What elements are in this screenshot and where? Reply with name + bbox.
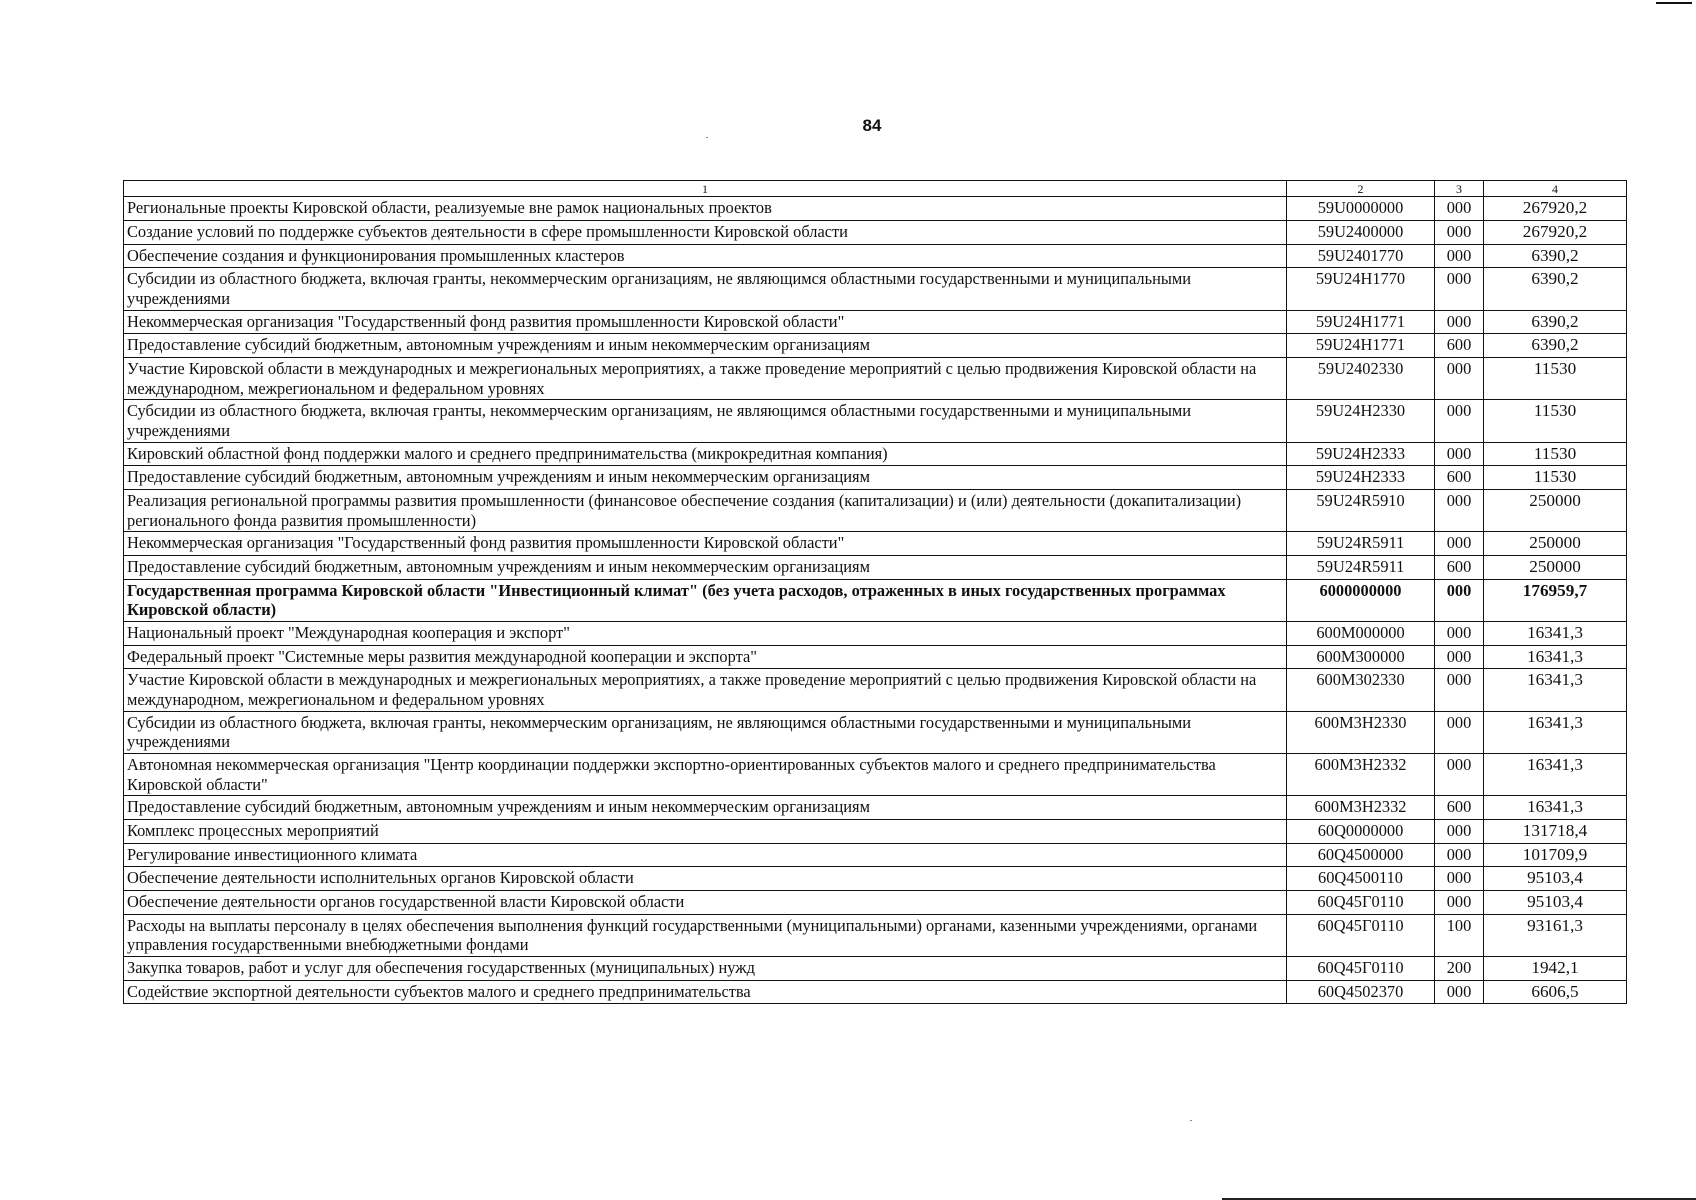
row-code-cell: 60Q45Г0110 [1287, 957, 1435, 981]
row-code-cell: 59U24H2333 [1287, 442, 1435, 466]
row-expense-type-cell: 000 [1435, 400, 1484, 442]
table-row [124, 867, 1627, 891]
row-expense-type-cell: 600 [1435, 466, 1484, 490]
row-amount-cell: 16341,3 [1484, 622, 1627, 646]
row-code-cell: 59U24H2333 [1287, 466, 1435, 490]
row-name-cell: Региональные проекты Кировской области, реализуемые вне рамок национальных проектов [124, 197, 1287, 221]
row-code-cell: 59U24R5911 [1287, 532, 1435, 556]
row-amount-cell: 131718,4 [1484, 820, 1627, 844]
page-number: 84 [862, 116, 882, 135]
row-code-cell: 6000000000 [1287, 579, 1435, 621]
table-row [124, 197, 1627, 221]
row-amount-cell: 16341,3 [1484, 645, 1627, 669]
row-code-cell: 60Q45Г0110 [1287, 891, 1435, 915]
row-name-cell: Участие Кировской области в международных и межрегиональных мероприятиях, а также проведение мероприятий с целью продвижения Кировской области на международном, межрегиональном и федеральном уровнях [124, 669, 1287, 711]
scan-speck [1190, 1120, 1192, 1121]
row-name-cell: Государственная программа Кировской области "Инвестиционный климат" (без учета расходов, отраженных в иных государственных программах Кировской области) [124, 579, 1287, 621]
table-row [124, 466, 1627, 490]
table-row [124, 796, 1627, 820]
row-expense-type-cell: 600 [1435, 796, 1484, 820]
table-row [124, 645, 1627, 669]
row-amount-cell: 6390,2 [1484, 268, 1627, 310]
row-amount-cell: 95103,4 [1484, 867, 1627, 891]
row-expense-type-cell: 000 [1435, 867, 1484, 891]
row-code-cell: 600M302330 [1287, 669, 1435, 711]
row-expense-type-cell: 000 [1435, 669, 1484, 711]
row-expense-type-cell: 000 [1435, 310, 1484, 334]
row-code-cell: 59U2401770 [1287, 244, 1435, 268]
table-row [124, 980, 1627, 1004]
header-col-4: 4 [1484, 181, 1627, 197]
table-header [124, 181, 1627, 197]
row-amount-cell: 6390,2 [1484, 310, 1627, 334]
row-amount-cell: 250000 [1484, 532, 1627, 556]
table-row [124, 754, 1627, 796]
table-row [124, 914, 1627, 956]
row-expense-type-cell: 000 [1435, 268, 1484, 310]
row-amount-cell: 16341,3 [1484, 796, 1627, 820]
row-expense-type-cell: 600 [1435, 334, 1484, 358]
row-expense-type-cell: 000 [1435, 197, 1484, 221]
row-code-cell: 600M3H2332 [1287, 754, 1435, 796]
row-amount-cell: 250000 [1484, 556, 1627, 580]
table-row [124, 622, 1627, 646]
row-expense-type-cell: 000 [1435, 645, 1484, 669]
header-row [124, 181, 1627, 197]
row-amount-cell: 6606,5 [1484, 980, 1627, 1004]
row-expense-type-cell: 000 [1435, 980, 1484, 1004]
row-expense-type-cell: 000 [1435, 221, 1484, 245]
table-row [124, 579, 1627, 621]
row-name-cell: Реализация региональной программы развития промышленности (финансовое обеспечение создания (капитализации) и (или) деятельности (докапитализации) регионального фонда развития промышленности) [124, 490, 1287, 532]
row-amount-cell: 16341,3 [1484, 669, 1627, 711]
row-expense-type-cell: 000 [1435, 442, 1484, 466]
table-row [124, 711, 1627, 753]
row-amount-cell: 176959,7 [1484, 579, 1627, 621]
budget-table [123, 180, 1627, 1004]
header-col-2: 2 [1287, 181, 1435, 197]
row-code-cell: 59U0000000 [1287, 197, 1435, 221]
row-name-cell: Предоставление субсидий бюджетным, автономным учреждениям и иным некоммерческим организациям [124, 334, 1287, 358]
row-amount-cell: 1942,1 [1484, 957, 1627, 981]
row-expense-type-cell: 000 [1435, 891, 1484, 915]
row-code-cell: 60Q4500000 [1287, 843, 1435, 867]
table-row [124, 843, 1627, 867]
row-amount-cell: 11530 [1484, 357, 1627, 399]
row-code-cell: 59U24H2330 [1287, 400, 1435, 442]
row-amount-cell: 93161,3 [1484, 914, 1627, 956]
row-amount-cell: 11530 [1484, 400, 1627, 442]
row-name-cell: Федеральный проект "Системные меры развития международной кооперации и экспорта" [124, 645, 1287, 669]
row-amount-cell: 95103,4 [1484, 891, 1627, 915]
row-expense-type-cell: 100 [1435, 914, 1484, 956]
row-name-cell: Некоммерческая организация "Государственный фонд развития промышленности Кировской области" [124, 310, 1287, 334]
row-code-cell: 60Q0000000 [1287, 820, 1435, 844]
table-row [124, 532, 1627, 556]
table-row [124, 268, 1627, 310]
row-name-cell: Участие Кировской области в международных и межрегиональных мероприятиях, а также проведение мероприятий с целью продвижения Кировской области на международном, межрегиональном и федеральном уровнях [124, 357, 1287, 399]
row-expense-type-cell: 000 [1435, 579, 1484, 621]
table-body [124, 197, 1627, 1004]
row-expense-type-cell: 000 [1435, 622, 1484, 646]
row-name-cell: Расходы на выплаты персоналу в целях обеспечения выполнения функций государственными (муниципальными) органами, казенными учреждениями, органами управления государственными внебюджетными фондами [124, 914, 1287, 956]
row-name-cell: Регулирование инвестиционного климата [124, 843, 1287, 867]
row-code-cell: 600M3H2330 [1287, 711, 1435, 753]
row-code-cell: 59U24H1770 [1287, 268, 1435, 310]
table-row [124, 334, 1627, 358]
table-row [124, 957, 1627, 981]
header-col-1: 1 [124, 181, 1287, 197]
row-name-cell: Предоставление субсидий бюджетным, автономным учреждениям и иным некоммерческим организациям [124, 466, 1287, 490]
table-row [124, 490, 1627, 532]
row-amount-cell: 11530 [1484, 466, 1627, 490]
row-code-cell: 60Q45Г0110 [1287, 914, 1435, 956]
row-code-cell: 59U24R5910 [1287, 490, 1435, 532]
row-amount-cell: 267920,2 [1484, 221, 1627, 245]
row-name-cell: Субсидии из областного бюджета, включая гранты, некоммерческим организациям, не являющимся областными государственными и муниципальными учреждениями [124, 711, 1287, 753]
scan-corner-mark [1656, 2, 1692, 4]
row-amount-cell: 267920,2 [1484, 197, 1627, 221]
row-expense-type-cell: 000 [1435, 490, 1484, 532]
row-expense-type-cell: 000 [1435, 754, 1484, 796]
row-name-cell: Обеспечение деятельности органов государственной власти Кировской области [124, 891, 1287, 915]
row-amount-cell: 16341,3 [1484, 754, 1627, 796]
row-expense-type-cell: 600 [1435, 556, 1484, 580]
row-expense-type-cell: 000 [1435, 357, 1484, 399]
table-row [124, 244, 1627, 268]
row-expense-type-cell: 000 [1435, 532, 1484, 556]
table-row [124, 820, 1627, 844]
header-col-3: 3 [1435, 181, 1484, 197]
row-name-cell: Субсидии из областного бюджета, включая гранты, некоммерческим организациям, не являющимся областными государственными и муниципальными учреждениями [124, 268, 1287, 310]
table-row [124, 310, 1627, 334]
row-name-cell: Предоставление субсидий бюджетным, автономным учреждениям и иным некоммерческим организациям [124, 796, 1287, 820]
row-code-cell: 59U2402330 [1287, 357, 1435, 399]
row-code-cell: 59U24R5911 [1287, 556, 1435, 580]
row-code-cell: 60Q4502370 [1287, 980, 1435, 1004]
row-name-cell: Некоммерческая организация "Государственный фонд развития промышленности Кировской области" [124, 532, 1287, 556]
row-expense-type-cell: 000 [1435, 244, 1484, 268]
row-amount-cell: 16341,3 [1484, 711, 1627, 753]
row-name-cell: Создание условий по поддержке субъектов деятельности в сфере промышленности Кировской области [124, 221, 1287, 245]
row-name-cell: Обеспечение деятельности исполнительных органов Кировской области [124, 867, 1287, 891]
table-row [124, 669, 1627, 711]
row-code-cell: 59U24H1771 [1287, 334, 1435, 358]
row-amount-cell: 6390,2 [1484, 334, 1627, 358]
row-amount-cell: 11530 [1484, 442, 1627, 466]
table-row [124, 556, 1627, 580]
row-expense-type-cell: 000 [1435, 711, 1484, 753]
scan-speck [706, 137, 708, 138]
table-row [124, 891, 1627, 915]
row-expense-type-cell: 000 [1435, 843, 1484, 867]
row-name-cell: Кировский областной фонд поддержки малого и среднего предпринимательства (микрокредитная компания) [124, 442, 1287, 466]
row-name-cell: Содействие экспортной деятельности субъектов малого и среднего предпринимательства [124, 980, 1287, 1004]
row-name-cell: Субсидии из областного бюджета, включая гранты, некоммерческим организациям, не являющимся областными государственными и муниципальными учреждениями [124, 400, 1287, 442]
row-expense-type-cell: 200 [1435, 957, 1484, 981]
row-code-cell: 59U24H1771 [1287, 310, 1435, 334]
table-row [124, 357, 1627, 399]
row-code-cell: 59U2400000 [1287, 221, 1435, 245]
table-row [124, 442, 1627, 466]
row-name-cell: Предоставление субсидий бюджетным, автономным учреждениям и иным некоммерческим организациям [124, 556, 1287, 580]
table-row [124, 221, 1627, 245]
row-code-cell: 600M000000 [1287, 622, 1435, 646]
row-name-cell: Закупка товаров, работ и услуг для обеспечения государственных (муниципальных) нужд [124, 957, 1287, 981]
row-name-cell: Национальный проект "Международная кооперация и экспорт" [124, 622, 1287, 646]
row-code-cell: 600M300000 [1287, 645, 1435, 669]
table-row [124, 400, 1627, 442]
row-amount-cell: 6390,2 [1484, 244, 1627, 268]
row-name-cell: Комплекс процессных мероприятий [124, 820, 1287, 844]
row-code-cell: 600M3H2332 [1287, 796, 1435, 820]
row-amount-cell: 250000 [1484, 490, 1627, 532]
row-amount-cell: 101709,9 [1484, 843, 1627, 867]
row-code-cell: 60Q4500110 [1287, 867, 1435, 891]
row-name-cell: Обеспечение создания и функционирования промышленных кластеров [124, 244, 1287, 268]
row-expense-type-cell: 000 [1435, 820, 1484, 844]
row-name-cell: Автономная некоммерческая организация "Центр координации поддержки экспортно-ориентированных субъектов малого и среднего предпринимательства Кировской области" [124, 754, 1287, 796]
